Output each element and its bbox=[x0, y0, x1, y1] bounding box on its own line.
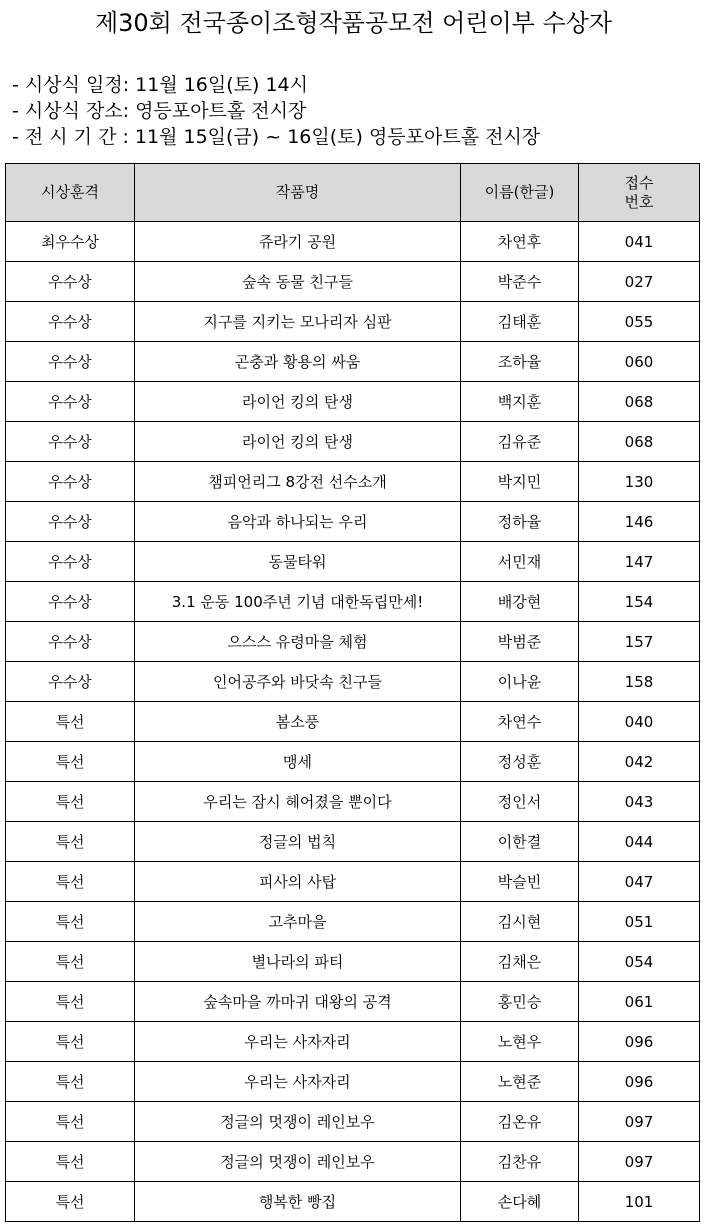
cell-work-title: 피사의 사탑 bbox=[135, 862, 461, 902]
table-row bbox=[6, 742, 700, 782]
table-row bbox=[6, 822, 700, 862]
table-row bbox=[6, 502, 700, 542]
cell-work-title: 음악과 하나되는 우리 bbox=[135, 502, 461, 542]
table-row bbox=[6, 862, 700, 902]
cell-name: 김시현 bbox=[461, 902, 579, 942]
cell-entry-number: 040 bbox=[579, 702, 700, 742]
cell-entry-number: 047 bbox=[579, 862, 700, 902]
cell-award: 최우수상 bbox=[6, 222, 135, 262]
cell-work-title: 라이언 킹의 탄생 bbox=[135, 422, 461, 462]
cell-name: 박슬빈 bbox=[461, 862, 579, 902]
cell-entry-number: 154 bbox=[579, 582, 700, 622]
cell-name: 백지훈 bbox=[461, 382, 579, 422]
cell-entry-number: 096 bbox=[579, 1062, 700, 1102]
header-name: 이름(한글) bbox=[461, 164, 579, 222]
cell-work-title: 고추마을 bbox=[135, 902, 461, 942]
cell-award: 특선 bbox=[6, 1022, 135, 1062]
header-award: 시상훈격 bbox=[6, 164, 135, 222]
cell-entry-number: 068 bbox=[579, 382, 700, 422]
cell-award: 우수상 bbox=[6, 302, 135, 342]
cell-name: 박준수 bbox=[461, 262, 579, 302]
header-work-title: 작품명 bbox=[135, 164, 461, 222]
table-row bbox=[6, 342, 700, 382]
cell-work-title: 숲속마을 까마귀 대왕의 공격 bbox=[135, 982, 461, 1022]
cell-entry-number: 061 bbox=[579, 982, 700, 1022]
cell-name: 이한결 bbox=[461, 822, 579, 862]
table-row bbox=[6, 982, 700, 1022]
cell-award: 특선 bbox=[6, 1182, 135, 1222]
cell-award: 우수상 bbox=[6, 342, 135, 382]
table-row bbox=[6, 622, 700, 662]
cell-name: 정하율 bbox=[461, 502, 579, 542]
cell-award: 우수상 bbox=[6, 662, 135, 702]
table-row bbox=[6, 422, 700, 462]
cell-entry-number: 146 bbox=[579, 502, 700, 542]
cell-award: 특선 bbox=[6, 1062, 135, 1102]
cell-name: 박범준 bbox=[461, 622, 579, 662]
awards-table bbox=[5, 163, 700, 1222]
cell-name: 손다혜 bbox=[461, 1182, 579, 1222]
table-row bbox=[6, 902, 700, 942]
cell-work-title: 3.1 운동 100주년 기념 대한독립만세! bbox=[135, 582, 461, 622]
cell-name: 조하율 bbox=[461, 342, 579, 382]
table-row bbox=[6, 222, 700, 262]
table-row bbox=[6, 942, 700, 982]
cell-award: 특선 bbox=[6, 942, 135, 982]
cell-name: 김온유 bbox=[461, 1102, 579, 1142]
cell-award: 특선 bbox=[6, 742, 135, 782]
cell-entry-number: 097 bbox=[579, 1142, 700, 1182]
ceremony-date: - 시상식 일정: 11월 16일(토) 14시 bbox=[12, 74, 308, 96]
cell-work-title: 인어공주와 바닷속 친구들 bbox=[135, 662, 461, 702]
cell-entry-number: 060 bbox=[579, 342, 700, 382]
table-row bbox=[6, 1022, 700, 1062]
cell-award: 특선 bbox=[6, 902, 135, 942]
cell-name: 김유준 bbox=[461, 422, 579, 462]
cell-work-title: 정글의 법칙 bbox=[135, 822, 461, 862]
cell-work-title: 행복한 빵집 bbox=[135, 1182, 461, 1222]
table-row bbox=[6, 462, 700, 502]
cell-award: 우수상 bbox=[6, 542, 135, 582]
table-row bbox=[6, 582, 700, 622]
ceremony-venue: - 시상식 장소: 영등포아트홀 전시장 bbox=[12, 100, 307, 122]
cell-name: 배강현 bbox=[461, 582, 579, 622]
table-row bbox=[6, 782, 700, 822]
cell-name: 정인서 bbox=[461, 782, 579, 822]
cell-entry-number: 043 bbox=[579, 782, 700, 822]
cell-award: 특선 bbox=[6, 1142, 135, 1182]
cell-entry-number: 101 bbox=[579, 1182, 700, 1222]
cell-work-title: 챔피언리그 8강전 선수소개 bbox=[135, 462, 461, 502]
cell-work-title: 우리는 사자자리 bbox=[135, 1022, 461, 1062]
cell-entry-number: 055 bbox=[579, 302, 700, 342]
cell-entry-number: 157 bbox=[579, 622, 700, 662]
cell-name: 노현준 bbox=[461, 1062, 579, 1102]
table-row bbox=[6, 1182, 700, 1222]
cell-entry-number: 042 bbox=[579, 742, 700, 782]
cell-entry-number: 041 bbox=[579, 222, 700, 262]
cell-name: 정성훈 bbox=[461, 742, 579, 782]
cell-award: 특선 bbox=[6, 1102, 135, 1142]
cell-award: 특선 bbox=[6, 862, 135, 902]
cell-entry-number: 054 bbox=[579, 942, 700, 982]
cell-work-title: 라이언 킹의 탄생 bbox=[135, 382, 461, 422]
cell-name: 서민재 bbox=[461, 542, 579, 582]
cell-award: 우수상 bbox=[6, 462, 135, 502]
cell-work-title: 숲속 동물 친구들 bbox=[135, 262, 461, 302]
cell-work-title: 쥬라기 공원 bbox=[135, 222, 461, 262]
table-row bbox=[6, 1062, 700, 1102]
cell-name: 홍민승 bbox=[461, 982, 579, 1022]
cell-entry-number: 158 bbox=[579, 662, 700, 702]
cell-work-title: 곤충과 황용의 싸움 bbox=[135, 342, 461, 382]
cell-award: 특선 bbox=[6, 782, 135, 822]
cell-award: 우수상 bbox=[6, 622, 135, 662]
page-title: 제30회 전국종이조형작품공모전 어린이부 수상자 bbox=[94, 9, 613, 37]
cell-entry-number: 130 bbox=[579, 462, 700, 502]
cell-work-title: 별나라의 파티 bbox=[135, 942, 461, 982]
cell-award: 우수상 bbox=[6, 262, 135, 302]
cell-entry-number: 051 bbox=[579, 902, 700, 942]
event-info bbox=[12, 72, 540, 150]
table-row bbox=[6, 262, 700, 302]
cell-award: 우수상 bbox=[6, 502, 135, 542]
cell-work-title: 정글의 멋쟁이 레인보우 bbox=[135, 1142, 461, 1182]
cell-entry-number: 147 bbox=[579, 542, 700, 582]
cell-name: 차연후 bbox=[461, 222, 579, 262]
table-row bbox=[6, 542, 700, 582]
table-row bbox=[6, 302, 700, 342]
cell-entry-number: 097 bbox=[579, 1102, 700, 1142]
cell-award: 우수상 bbox=[6, 422, 135, 462]
header-entry-number: 접수 번호 bbox=[579, 164, 700, 222]
cell-entry-number: 044 bbox=[579, 822, 700, 862]
table-row bbox=[6, 662, 700, 702]
cell-work-title: 정글의 멋쟁이 레인보우 bbox=[135, 1102, 461, 1142]
cell-name: 김채은 bbox=[461, 942, 579, 982]
cell-name: 김태훈 bbox=[461, 302, 579, 342]
cell-award: 특선 bbox=[6, 702, 135, 742]
cell-award: 특선 bbox=[6, 982, 135, 1022]
cell-award: 우수상 bbox=[6, 382, 135, 422]
cell-award: 우수상 bbox=[6, 582, 135, 622]
cell-name: 차연수 bbox=[461, 702, 579, 742]
cell-name: 이나윤 bbox=[461, 662, 579, 702]
cell-work-title: 맹세 bbox=[135, 742, 461, 782]
table-row bbox=[6, 1142, 700, 1182]
table-row bbox=[6, 382, 700, 422]
table-row bbox=[6, 1102, 700, 1142]
table-header-row bbox=[6, 164, 700, 222]
cell-name: 노현우 bbox=[461, 1022, 579, 1062]
cell-entry-number: 096 bbox=[579, 1022, 700, 1062]
cell-work-title: 으스스 유령마을 체험 bbox=[135, 622, 461, 662]
cell-work-title: 우리는 사자자리 bbox=[135, 1062, 461, 1102]
exhibition-period: - 전 시 기 간 : 11월 15일(금) ~ 16일(토) 영등포아트홀 전시장 bbox=[12, 126, 541, 148]
cell-work-title: 봄소풍 bbox=[135, 702, 461, 742]
cell-work-title: 우리는 잠시 헤어졌을 뿐이다 bbox=[135, 782, 461, 822]
cell-entry-number: 027 bbox=[579, 262, 700, 302]
cell-work-title: 동물타워 bbox=[135, 542, 461, 582]
cell-entry-number: 068 bbox=[579, 422, 700, 462]
table-row bbox=[6, 702, 700, 742]
cell-name: 박지민 bbox=[461, 462, 579, 502]
cell-award: 특선 bbox=[6, 822, 135, 862]
cell-name: 김찬유 bbox=[461, 1142, 579, 1182]
cell-work-title: 지구를 지키는 모나리자 심판 bbox=[135, 302, 461, 342]
